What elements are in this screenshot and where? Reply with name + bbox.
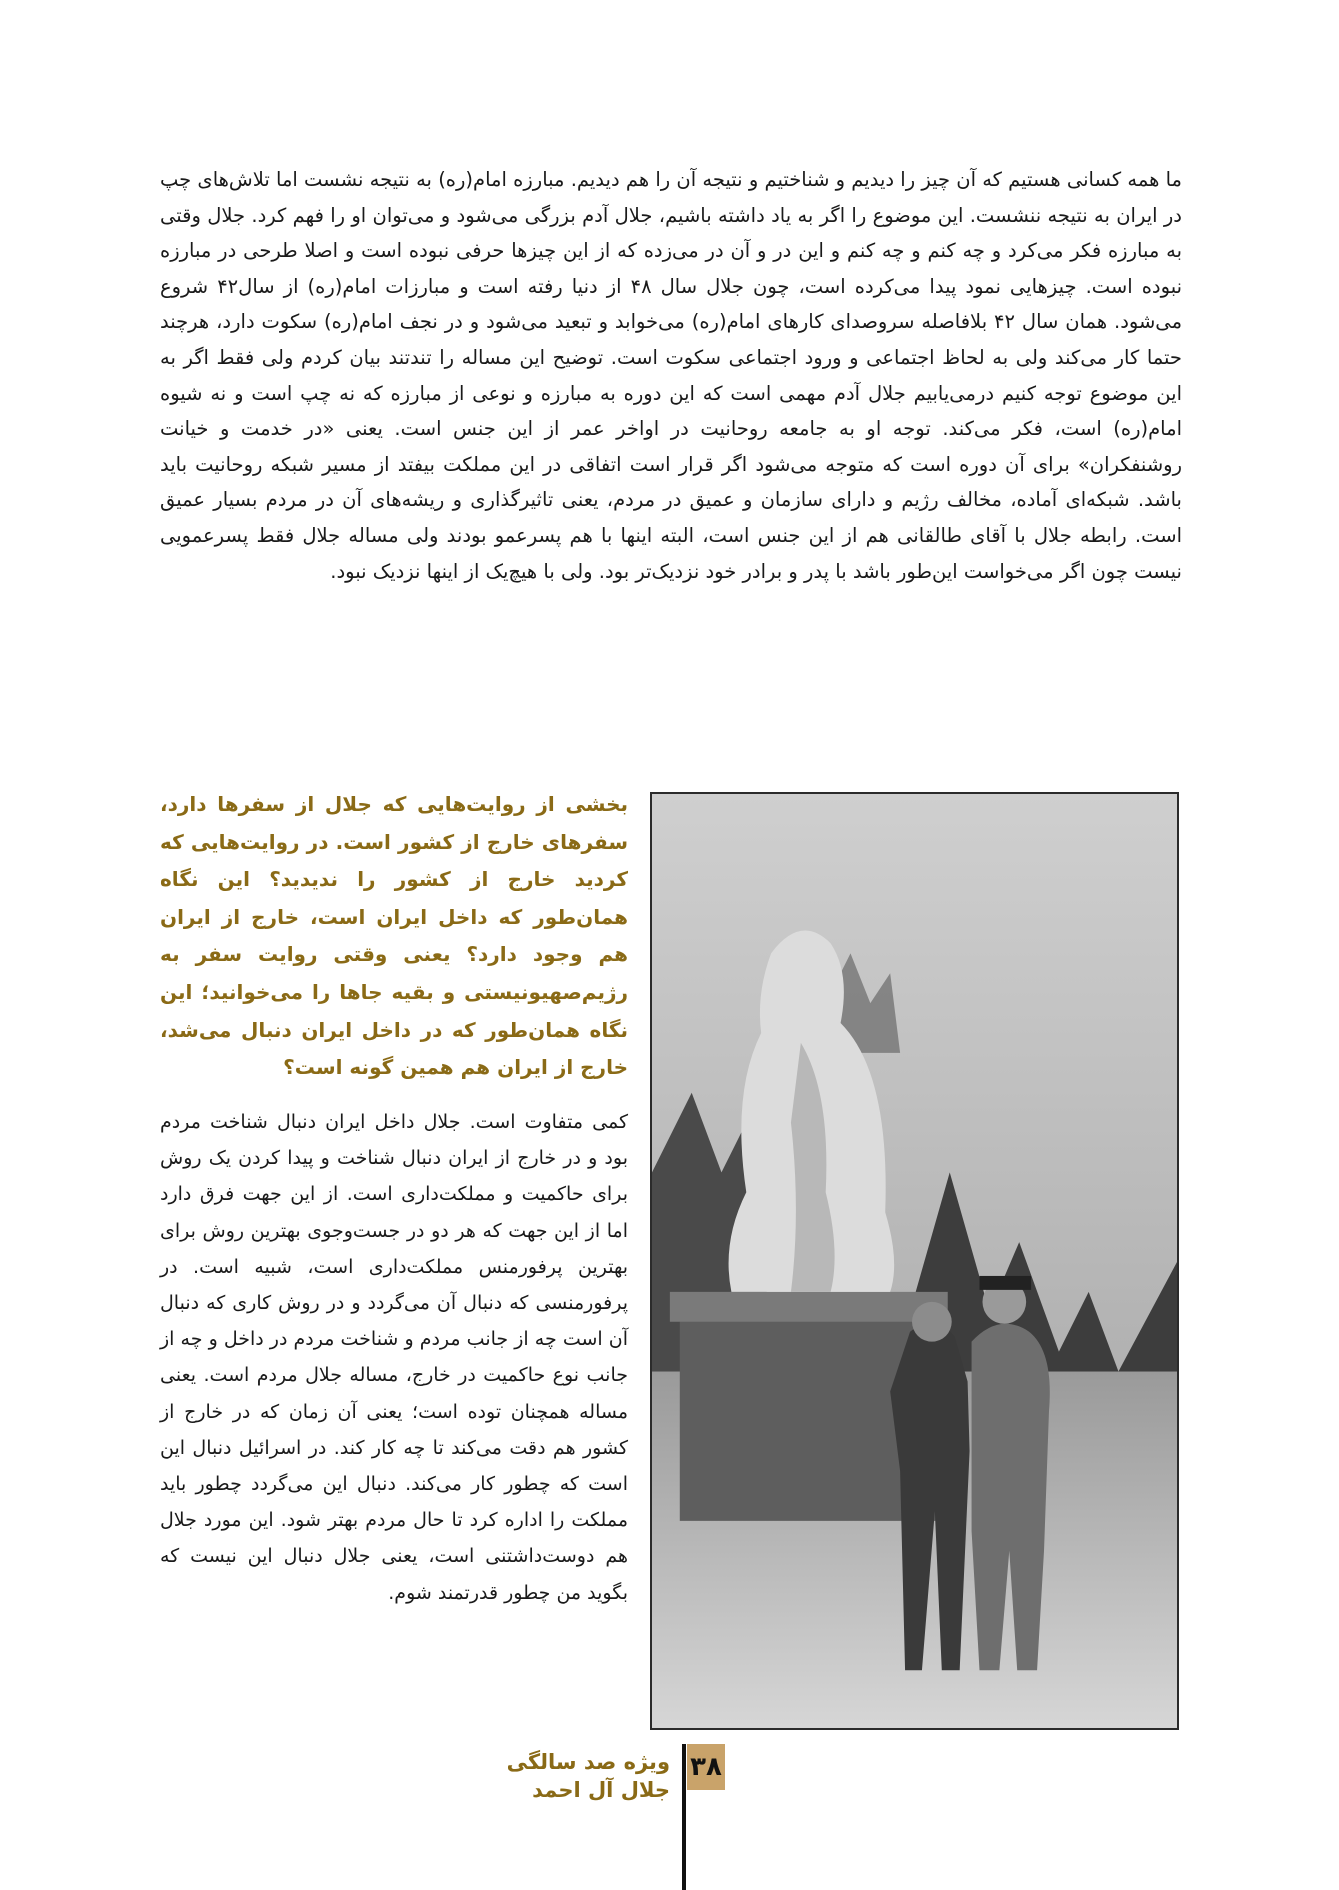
issue-title-line1: ویژه صد سالگی <box>506 1750 670 1774</box>
interview-question <box>160 786 628 1087</box>
page-number: ۳۸ <box>687 1744 725 1790</box>
issue-title-line2: جلال آل احمد <box>532 1778 670 1802</box>
answer-text: کمی متفاوت است. جلال داخل ایران دنبال شناخت مردم بود و در خارج از ایران دنبال شناخت و پیدا کردن یک روش برای حاکمیت و مملکت‌داری است. از این جهت فرق دارد اما از این جهت که هر دو در جست‌وجوی بهترین روش برای بهترین پرفورمنس مملکت‌داری است، شبیه است. در پرفورمنسی که دنبال آن می‌گردد و در روش کاری که دنبال آن است چه از جانب مردم و شناخت مردم در داخل و چه از جانب نوع حاکمیت در خارج، مساله جلال مردم است. یعنی مساله همچنان توده است؛ یعنی آن زمان که در خارج از کشور هم دقت می‌کند تا چه کار کند. در اسرائیل دنبال این است که چطور کار می‌کند. دنبال این می‌گردد چطور باید مملکت را اداره کرد تا حال مردم بهتر شود. این مورد جلال هم دوست‌داشتنی است، یعنی جلال دنبال این نیست که بگوید من چطور قدرتمند شوم. <box>160 1111 628 1604</box>
photo-pedestal-top <box>670 1292 948 1322</box>
historical-photo <box>650 792 1179 1730</box>
issue-title <box>470 1748 670 1804</box>
main-paragraph: ما همه کسانی هستیم که آن چیز را دیدیم و شناختیم و نتیجه آن را هم دیدیم. مبارزه امام(ره) به نتیجه نشست اما تلاش‌های چپ در ایران به نتیجه ننشست. این موضوع را اگر به یاد داشته باشیم، جلال آدم بزرگی می‌شود و می‌توان او را فهم کرد. جلال وقتی به مبارزه فکر می‌کرد و چه کنم و چه کنم و این در و آن در می‌زده که از این چیزها حرفی نبوده است و اصلا طرحی در مبارزه نبوده است. چیزهایی نمود پیدا می‌کرده است، چون جلال سال ۴۸ از دنیا رفته است و مبارزات امام(ره) از سال۴۲ شروع می‌شود. همان سال ۴۲ بلافاصله سروصدای کارهای امام(ره) می‌خوابد و تبعید می‌شود و در نجف امام(ره) سکوت دارد، هرچند حتما کار می‌کند ولی به لحاظ اجتماعی و ورود اجتماعی سکوت است. توضیح این مساله را تندتند بیان کردم ولی فقط اگر به این موضوع توجه کنیم درمی‌یابیم جلال آدم مهمی است که این دوره به مبارزه و نوعی از مبارزه که نه چپ است و نه شیوه امام(ره) است، فکر می‌کند. توجه او به جامعه روحانیت در اواخر عمر از این جنس است. یعنی «در خدمت و خیانت روشنفکران» برای آن دوره است که متوجه می‌شود اگر قرار است اتفاقی در این مملکت بیفتد از مسیر شبکه روحانیت باید باشد. شبکه‌ای آماده، مخالف رژیم و دارای سازمان و عمیق در مردم، یعنی تاثیرگذاری و ریشه‌های آن در مردم بسیار عمیق است. رابطه جلال با آقای طالقانی هم از این جنس است، البته اینها با هم پسرعمو بودند ولی مساله جلال فقط پسرعمویی نیست چون اگر می‌خواست این‌طور باشد با پدر و برادر خود نزدیک‌تر بود. ولی با هیچ‌یک از اینها نزدیک نبود. <box>160 168 1183 583</box>
photo-illustration <box>652 794 1177 1728</box>
photo-person-left-head <box>912 1302 952 1342</box>
question-text: بخشی از روایت‌هایی که جلال از سفرها دارد، سفرهای خارج از کشور است. در روایت‌هایی که کردید خارج از کشور را ندیدید؟ این نگاه همان‌طور که داخل ایران است، خارج از ایران هم وجود دارد؟ یعنی وقتی روایت سفر به رژیم‌صهیونیستی و بقیه جاها را می‌خوانید؛ این نگاه همان‌طور که در داخل ایران دنبال می‌شد، خارج از ایران هم همین گونه است؟ <box>160 792 628 1080</box>
photo-person-right-hat <box>980 1276 1032 1290</box>
interview-answer <box>160 1104 628 1611</box>
main-article-text <box>160 162 1182 589</box>
footer-divider <box>682 1744 686 1890</box>
